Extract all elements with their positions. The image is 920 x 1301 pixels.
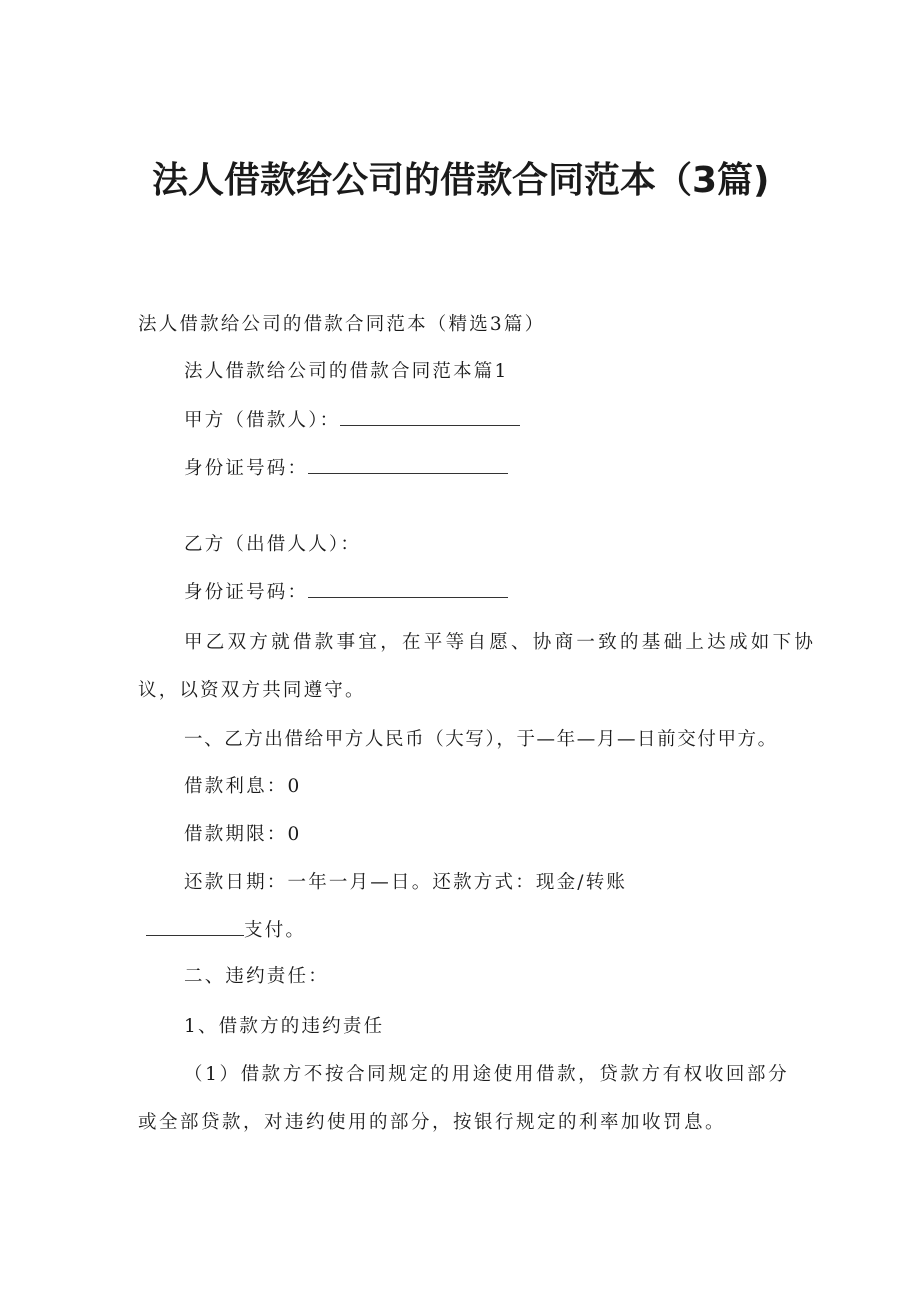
payment-suffix: 支付。	[244, 920, 307, 941]
id-label-a: 身份证号码：	[184, 458, 309, 479]
term-line: 借款期限：0	[184, 824, 302, 845]
interest-line: 借款利息：0	[184, 776, 302, 797]
payment-line	[146, 918, 306, 944]
intro-paragraph-line1: 甲乙双方就借款事宜，在平等自愿、协商一致的基础上达成如下协	[184, 632, 817, 653]
document-subtitle: 法人借款给公司的借款合同范本（精选3篇）	[138, 314, 546, 335]
item-1-heading: 1、借款方的违约责任	[184, 1016, 385, 1037]
id-blank-b[interactable]	[308, 583, 508, 598]
repay-line: 还款日期：一年一月—日。还款方式：现金/转账	[184, 872, 628, 893]
section-heading: 法人借款给公司的借款合同范本篇1	[184, 361, 509, 382]
id-blank-a[interactable]	[308, 459, 508, 474]
id-line-b	[184, 580, 508, 606]
id-label-b: 身份证号码：	[184, 582, 309, 603]
party-a-blank[interactable]	[340, 411, 520, 426]
intro-paragraph-line2: 议，以资双方共同遵守。	[138, 680, 366, 701]
id-line-a	[184, 456, 508, 482]
party-a-line	[184, 408, 520, 434]
party-b-line: 乙方（出借人人）：	[184, 534, 362, 555]
page-title: 法人借款给公司的借款合同范本（3篇)	[152, 160, 770, 201]
clause-2-heading: 二、违约责任：	[184, 966, 329, 987]
item-1-1-line1: （1）借款方不按合同规定的用途使用借款，贷款方有权收回部分	[184, 1064, 790, 1085]
payment-blank[interactable]	[146, 921, 244, 936]
party-a-label: 甲方（借款人）：	[184, 410, 341, 431]
clause-1: 一、乙方出借给甲方人民币（大写），于—年—月—日前交付甲方。	[184, 729, 778, 750]
item-1-1-line2: 或全部贷款，对违约使用的部分，按银行规定的利率加收罚息。	[138, 1112, 727, 1133]
